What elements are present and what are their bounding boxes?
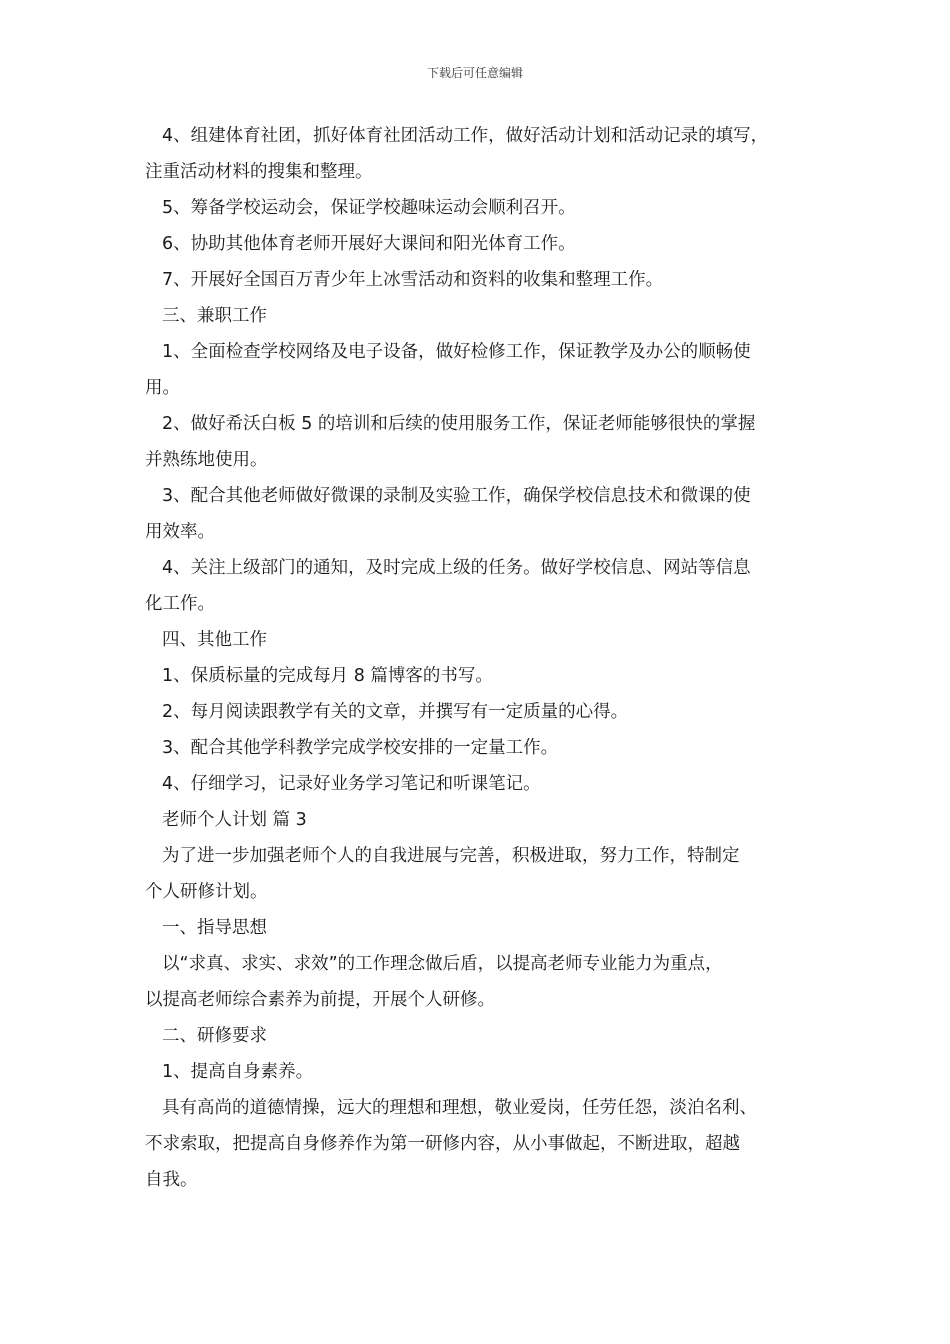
paragraph-line: 1、提高自身素养。	[162, 1062, 314, 1082]
section-heading: 四、其他工作	[162, 630, 267, 650]
paragraph-line: 2、做好希沃白板 5 的培训和后续的使用服务工作，保证老师能够很快的掌握	[162, 414, 756, 434]
paragraph-line: 具有高尚的道德情操，远大的理想和理想，敬业爱岗，任劳任怨，淡泊名利、	[162, 1098, 757, 1118]
paragraph-line: 以“求真、求实、求效”的工作理念做后盾，以提高老师专业能力为重点，	[162, 954, 723, 974]
paragraph-line: 1、保质标量的完成每月 8 篇博客的书写。	[162, 666, 493, 686]
document-body	[145, 118, 820, 1198]
paragraph-line: 5、筹备学校运动会，保证学校趣味运动会顺利召开。	[162, 198, 576, 218]
paragraph-line: 2、每月阅读跟教学有关的文章，并撰写有一定质量的心得。	[162, 702, 629, 722]
section-heading: 三、兼职工作	[162, 306, 267, 326]
section-heading: 一、指导思想	[162, 918, 267, 938]
paragraph-line: 7、开展好全国百万青少年上冰雪活动和资料的收集和整理工作。	[162, 270, 664, 290]
paragraph-line: 以提高老师综合素养为前提，开展个人研修。	[145, 990, 495, 1010]
paragraph-line: 不求索取，把提高自身修养作为第一研修内容，从小事做起，不断进取，超越	[145, 1134, 740, 1154]
paragraph-line: 用效率。	[145, 522, 215, 542]
paragraph-line: 为了进一步加强老师个人的自我进展与完善，积极进取，努力工作，特制定	[162, 846, 740, 866]
paragraph-line: 注重活动材料的搜集和整理。	[145, 162, 373, 182]
paragraph-line: 用。	[145, 378, 180, 398]
paragraph-line: 化工作。	[145, 594, 215, 614]
article-title: 老师个人计划 篇 3	[162, 810, 307, 830]
page-header: 下载后可任意编辑	[426, 66, 523, 80]
paragraph-line: 6、协助其他体育老师开展好大课间和阳光体育工作。	[162, 234, 576, 254]
paragraph-line: 个人研修计划。	[145, 882, 268, 902]
paragraph-line: 4、关注上级部门的通知，及时完成上级的任务。做好学校信息、网站等信息	[162, 558, 751, 578]
paragraph-line: 自我。	[145, 1170, 198, 1190]
paragraph-line: 1、全面检查学校网络及电子设备，做好检修工作，保证教学及办公的顺畅使	[162, 342, 751, 362]
paragraph-line: 3、配合其他老师做好微课的录制及实验工作，确保学校信息技术和微课的使	[162, 486, 751, 506]
paragraph-line: 并熟练地使用。	[145, 450, 268, 470]
paragraph-line: 4、组建体育社团，抓好体育社团活动工作，做好活动计划和活动记录的填写，	[162, 126, 769, 146]
paragraph-line: 3、配合其他学科教学完成学校安排的一定量工作。	[162, 738, 559, 758]
section-heading: 二、研修要求	[162, 1026, 267, 1046]
paragraph-line: 4、仔细学习，记录好业务学习笔记和听课笔记。	[162, 774, 541, 794]
